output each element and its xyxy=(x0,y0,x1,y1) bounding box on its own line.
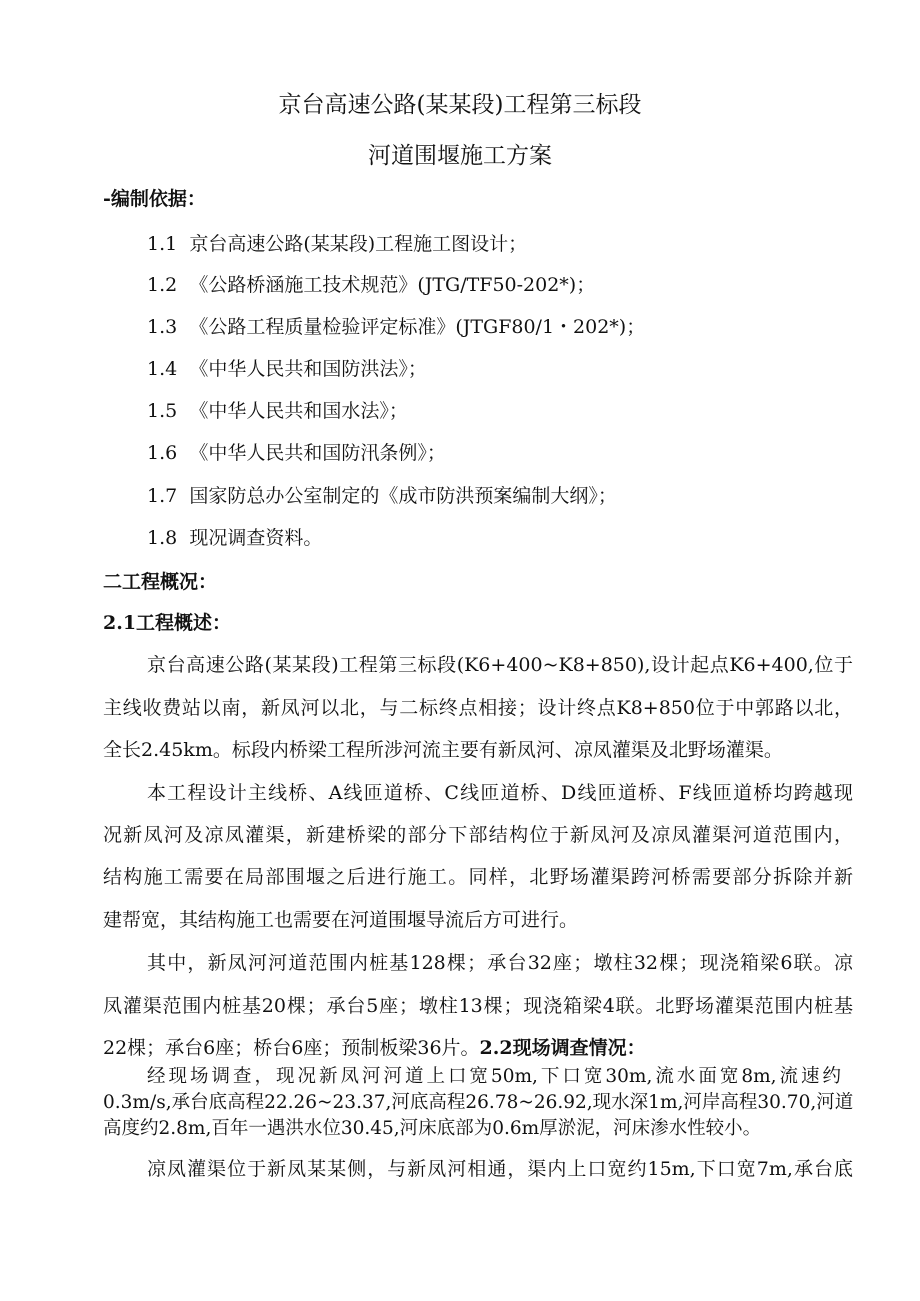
paragraph-line: 况新凤河及凉凤灌渠，新建桥梁的部分下部结构位于新凤河及凉凤灌渠河道范围内， xyxy=(103,824,853,846)
item-text: 《中华人民共和国水法》； xyxy=(189,400,408,422)
paragraph-line xyxy=(103,1036,646,1060)
item-number: 1.3 xyxy=(147,316,178,338)
item-text: 京台高速公路(某某段)工程施工图设计； xyxy=(189,233,528,255)
item-number: 1.8 xyxy=(147,527,178,549)
subsection-heading: 2.1工程概述： xyxy=(103,612,232,634)
list-item xyxy=(147,526,322,550)
paragraph-line: 京台高速公路(某某段)工程第三标段(K6+400~K8+850),设计起点K6+400,位于 xyxy=(147,654,853,676)
item-text: 《公路桥涵施工技术规范》(JTG/TF50-202*)； xyxy=(189,274,596,296)
item-number: 1.1 xyxy=(147,233,178,255)
paragraph-line: 其中，新凤河河道范围内桩基128棵；承台32座；墩柱32棵；现浇箱梁6联。凉 xyxy=(147,952,853,974)
paragraph-line: 建帮宽，其结构施工也需要在河道围堰导流后方可进行。 xyxy=(103,909,579,931)
list-item xyxy=(147,484,617,508)
list-item xyxy=(147,357,427,381)
paragraph-line: 主线收费站以南，新凤河以北，与二标终点相接；设计终点K8+850位于中郭路以北， xyxy=(103,697,853,719)
paragraph-line: 本工程设计主线桥、A线匝道桥、C线匝道桥、D线匝道桥、F线匝道桥均跨越现 xyxy=(147,782,853,804)
paragraph-line: 高度约2.8m,百年一遇洪水位30.45,河床底部为0.6m厚淤泥，河床渗水性较小。 xyxy=(103,1118,762,1139)
item-text: 《中华人民共和国防洪法》； xyxy=(189,358,427,380)
item-text: 现况调查资料。 xyxy=(189,527,323,549)
item-number: 1.2 xyxy=(147,274,178,296)
section-heading-overview: 二工程概况： xyxy=(103,571,218,593)
paragraph-text: 22棵；承台6座；桥台6座；预制板梁36片。 xyxy=(103,1037,480,1059)
paragraph-line: 经现场调查，现况新凤河河道上口宽50m,下口宽30m,流水面宽8m,流速约 xyxy=(147,1066,841,1087)
list-item xyxy=(147,273,595,297)
paragraph-line: 凉凤灌渠位于新凤某某侧，与新凤河相通，渠内上口宽约15m,下口宽7m,承台底 xyxy=(147,1158,853,1180)
item-number: 1.6 xyxy=(147,442,178,464)
list-item xyxy=(147,399,408,423)
item-number: 1.5 xyxy=(147,400,178,422)
paragraph-line: 0.3m/s,承台底高程22.26~23.37,河底高程26.78~26.92,现水深1m,河岸高程30.70,河道 xyxy=(103,1092,854,1113)
section-heading-basis: -编制依据： xyxy=(103,188,206,210)
document-title: 京台高速公路(某某段)工程第三标段 xyxy=(278,92,642,118)
item-text: 国家防总办公室制定的《成市防洪预案编制大纲》； xyxy=(189,485,617,507)
paragraph-line: 凤灌渠范围内桩基20棵；承台5座；墩柱13棵；现浇箱梁4联。北野场灌渠范围内桩基 xyxy=(103,995,853,1017)
subsection-heading: 2.2现场调查情况： xyxy=(479,1037,646,1059)
paragraph-line: 全长2.45km。标段内桥梁工程所涉河流主要有新凤河、凉凤灌渠及北野场灌渠。 xyxy=(103,739,783,761)
list-item xyxy=(147,232,527,256)
list-item xyxy=(147,315,645,339)
item-text: 《公路工程质量检验评定标准》(JTGF80/1・202*)； xyxy=(189,316,646,338)
item-number: 1.4 xyxy=(147,358,178,380)
document-subtitle: 河道围堰施工方案 xyxy=(368,143,552,169)
item-text: 《中华人民共和国防汛条例》； xyxy=(189,442,446,464)
paragraph-line: 结构施工需要在局部围堰之后进行施工。同样，北野场灌渠跨河桥需要部分拆除并新 xyxy=(103,866,853,888)
list-item xyxy=(147,441,446,465)
item-number: 1.7 xyxy=(147,485,178,507)
